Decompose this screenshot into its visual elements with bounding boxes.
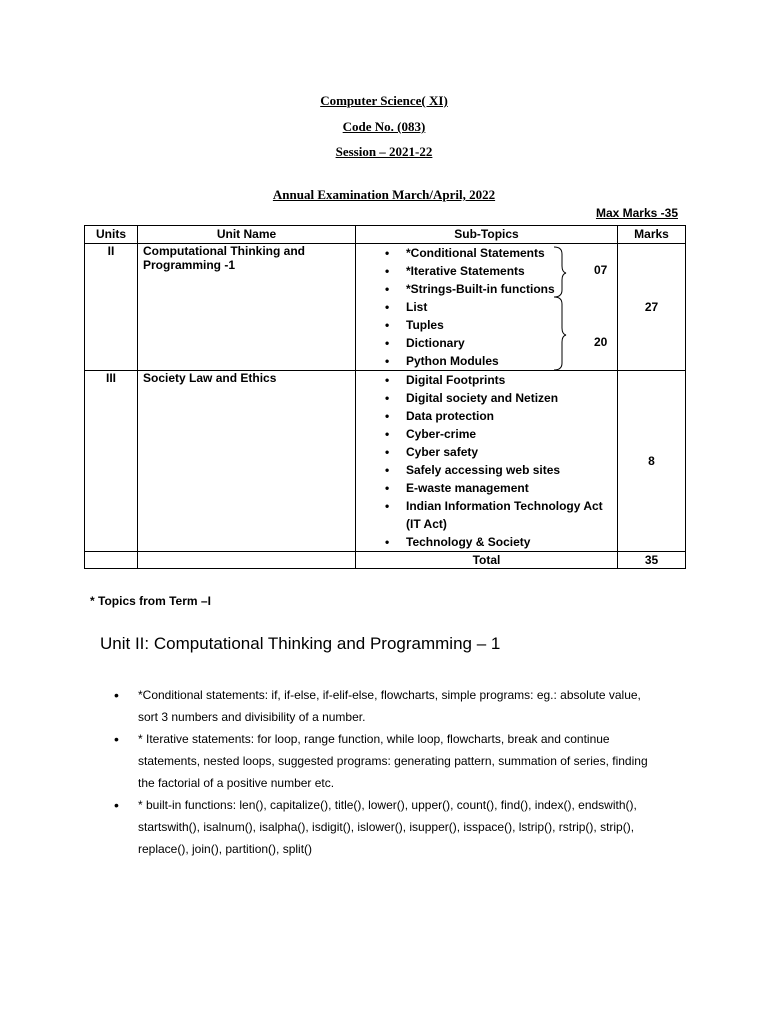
total-label: Total: [356, 552, 618, 569]
list-item: • Safely accessing web sites: [361, 461, 612, 479]
unit-name: Computational Thinking and Programming -1: [138, 244, 356, 371]
list-item: • Technology & Society: [361, 533, 612, 551]
list-item: • *Iterative Statements: [361, 262, 612, 280]
list-item: • Python Modules: [361, 352, 612, 370]
unit-number: II: [85, 244, 138, 371]
list-item: • *Strings-Built-in functions: [361, 280, 612, 298]
list-item: • *Conditional Statements: [361, 244, 612, 262]
table-header-row: [85, 226, 686, 244]
term-note: * Topics from Term –I: [90, 594, 211, 608]
empty-cell: [138, 552, 356, 569]
bullet-text: • * Iterative statements: for loop, range function, while loop, flowcharts, break and continue statements, nested loops, suggested programs: generating pattern, summation of series, finding the factorial of a positive number etc.: [138, 732, 648, 790]
list-item: • Dictionary: [361, 334, 612, 352]
total-value: 35: [618, 552, 686, 569]
list-item: • List: [361, 298, 612, 316]
list-item: • Cyber-crime: [361, 425, 612, 443]
sub-topics-list: [361, 244, 612, 370]
list-item: • Indian Information Technology Act (IT Act): [361, 497, 612, 533]
header-units: Units: [85, 226, 138, 244]
list-item: [100, 794, 660, 860]
syllabus-table: [84, 225, 686, 569]
table-row: [85, 371, 686, 552]
list-item: [100, 728, 660, 794]
header-unit-name: Unit Name: [138, 226, 356, 244]
sub-topics-cell: [356, 371, 618, 552]
total-row: [85, 552, 686, 569]
sub-topics-list: [361, 371, 612, 551]
list-item: • Cyber safety: [361, 443, 612, 461]
brace-value-2: 20: [594, 335, 608, 349]
list-item: • Tuples: [361, 316, 612, 334]
subject-title: Computer Science( XI): [320, 93, 448, 108]
code-number: Code No. (083): [342, 119, 426, 134]
list-item: • Data protection: [361, 407, 612, 425]
list-item: • Digital Footprints: [361, 371, 612, 389]
header-marks: Marks: [618, 226, 686, 244]
exam-title: Annual Examination March/April, 2022: [272, 187, 496, 202]
max-marks: Max Marks -35: [595, 206, 678, 220]
unit-marks: 27: [618, 244, 686, 371]
unit-marks: 8: [618, 371, 686, 552]
curly-brace-icon: [552, 246, 568, 372]
table-row: [85, 244, 686, 371]
bullet-text: • *Conditional statements: if, if-else, if-elif-else, flowcharts, simple programs: eg.: absolute value, sort 3 numbers and divisibility of a number.: [138, 688, 641, 724]
session: Session – 2021-22: [335, 144, 433, 159]
bullet-text: • * built-in functions: len(), capitalize(), title(), lower(), upper(), count(), find(), index(), endswith(), startswith(), isalnum(), isalpha(), isdigit(), islower(), isupper(), isspace(), lstrip(), rstrip(), strip(), replace(), join(), partition(), split(): [138, 798, 637, 856]
unit-number: III: [85, 371, 138, 552]
empty-cell: [85, 552, 138, 569]
list-item: [100, 684, 660, 728]
unit-ii-bullet-list: [100, 684, 660, 860]
sub-topics-cell: [356, 244, 618, 371]
header-sub-topics: Sub-Topics: [356, 226, 618, 244]
unit-name: Society Law and Ethics: [138, 371, 356, 552]
brace-value-1: 07: [594, 263, 608, 277]
list-item: • Digital society and Netizen: [361, 389, 612, 407]
unit-ii-heading: Unit II: Computational Thinking and Programming – 1: [100, 634, 501, 653]
list-item: • E-waste management: [361, 479, 612, 497]
